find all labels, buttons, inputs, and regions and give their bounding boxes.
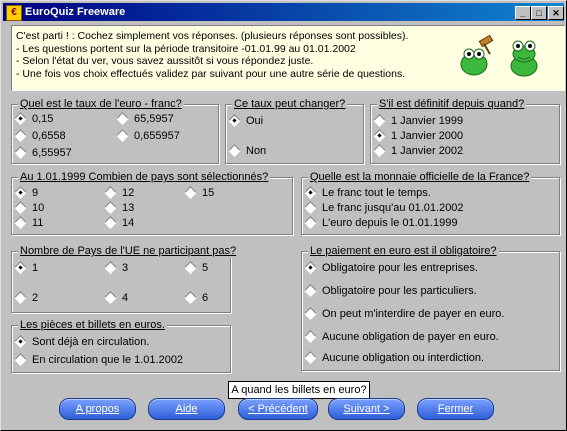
radio-option[interactable]: 3 (104, 262, 128, 275)
radio-option[interactable]: 65,5957 (116, 113, 174, 126)
question-payment-obligation-group (301, 245, 560, 371)
radio-icon[interactable] (116, 112, 129, 125)
radio-option[interactable]: 1 Janvier 2002 (373, 145, 463, 158)
radio-option[interactable]: Aucune obligation de payer en euro. (304, 331, 499, 344)
window-title: EuroQuiz Freeware (25, 6, 126, 18)
radio-option[interactable]: Sont déjà en circulation. (14, 336, 149, 349)
about-button[interactable]: A propos (59, 398, 136, 420)
radio-option[interactable]: 10 (14, 202, 44, 215)
radio-option[interactable]: 9 (14, 187, 38, 200)
radio-option[interactable]: En circulation que le 1.01.2002 (14, 354, 183, 367)
radio-option[interactable]: Oui (228, 115, 263, 128)
radio-option[interactable]: 12 (104, 187, 134, 200)
tooltip: A quand les billets en euro? (228, 381, 370, 399)
radio-selected-icon[interactable] (304, 186, 317, 199)
radio-option[interactable]: On peut m'interdire de payer en euro. (304, 308, 504, 321)
instruction-line: - Une fois vos choix effectués validez par suivant pour une autre série de questions. (16, 67, 406, 80)
radio-option[interactable]: 0,15 (14, 113, 53, 126)
radio-icon[interactable] (304, 351, 317, 364)
radio-icon[interactable] (304, 307, 317, 320)
radio-selected-icon[interactable] (14, 335, 27, 348)
radio-icon[interactable] (304, 216, 317, 229)
radio-option[interactable]: 1 Janvier 1999 (373, 115, 463, 128)
radio-option[interactable]: 0,655957 (116, 130, 180, 143)
instruction-line: - Selon l'état du ver, vous savez aussitôt si vous répondez juste. (16, 55, 314, 67)
app-icon: € (6, 5, 22, 21)
question-euro-rate-group (11, 98, 219, 164)
radio-option[interactable]: Non (228, 145, 266, 158)
radio-icon[interactable] (104, 291, 117, 304)
title-bar[interactable] (3, 3, 564, 21)
radio-option[interactable]: 14 (104, 217, 134, 230)
radio-option[interactable]: Le franc jusqu'au 01.01.2002 (304, 202, 464, 215)
question-title: Les pièces et billets en euros. (20, 319, 165, 331)
radio-icon[interactable] (184, 186, 197, 199)
radio-option[interactable]: 4 (104, 292, 128, 305)
radio-option[interactable]: 15 (184, 187, 214, 200)
radio-option[interactable]: Aucune obligation ou interdiction. (304, 352, 484, 365)
radio-icon[interactable] (373, 114, 386, 127)
instruction-line: C'est parti ! : Cochez simplement vos réponses. (plusieurs réponses sont possibles). (16, 30, 409, 42)
radio-icon[interactable] (304, 330, 317, 343)
question-title: Quelle est la monnaie officielle de la France? (310, 171, 530, 183)
question-title: Quel est le taux de l'euro - franc? (20, 98, 182, 110)
radio-icon[interactable] (228, 144, 241, 157)
frog-mascot-icon (502, 34, 546, 78)
radio-icon[interactable] (14, 353, 27, 366)
radio-selected-icon[interactable] (304, 261, 317, 274)
frog-judge-icon (454, 34, 498, 78)
question-title: Au 1.01.1999 Combien de pays sont sélectionnés? (20, 171, 269, 183)
radio-icon[interactable] (304, 284, 317, 297)
radio-selected-icon[interactable] (14, 112, 27, 125)
radio-selected-icon[interactable] (14, 186, 27, 199)
next-button[interactable]: Suivant > (328, 398, 405, 420)
radio-selected-icon[interactable] (14, 261, 27, 274)
close-button[interactable]: ✕ (548, 6, 564, 20)
radio-icon[interactable] (184, 261, 197, 274)
minimize-button[interactable]: _ (515, 6, 531, 20)
radio-icon[interactable] (184, 291, 197, 304)
radio-option[interactable]: 5 (184, 262, 208, 275)
radio-icon[interactable] (104, 186, 117, 199)
radio-icon[interactable] (14, 216, 27, 229)
radio-option[interactable]: Obligatoire pour les particuliers. (304, 285, 477, 298)
radio-icon[interactable] (104, 216, 117, 229)
radio-icon[interactable] (14, 201, 27, 214)
radio-option[interactable]: 0,6558 (14, 130, 66, 143)
radio-option[interactable]: 1 (14, 262, 38, 275)
radio-icon[interactable] (14, 291, 27, 304)
radio-option[interactable]: 2 (14, 292, 38, 305)
instructions-panel (11, 25, 565, 91)
radio-icon[interactable] (304, 201, 317, 214)
radio-option[interactable]: Obligatoire pour les entreprises. (304, 262, 478, 275)
question-since-when-group (370, 98, 560, 164)
radio-icon[interactable] (116, 129, 129, 142)
instruction-line: - Les questions portent sur la période transitoire -01.01.99 au 01.01.2002 (16, 42, 356, 55)
question-official-currency-group (301, 171, 560, 235)
maximize-button[interactable]: □ (531, 6, 547, 20)
question-title: Ce taux peut changer? (234, 98, 346, 110)
radio-option[interactable]: 11 (14, 217, 43, 230)
radio-option[interactable]: Le franc tout le temps. (304, 187, 431, 200)
question-coins-notes-group (11, 319, 231, 373)
radio-selected-icon[interactable] (228, 114, 241, 127)
radio-icon[interactable] (14, 146, 27, 159)
question-title: Le paiement en euro est il obligatoire? (310, 245, 497, 257)
question-rate-change-group (225, 98, 364, 164)
radio-icon[interactable] (104, 201, 117, 214)
radio-option[interactable]: 1 Janvier 2000 (373, 130, 463, 143)
question-countries-selected-group (11, 171, 293, 235)
question-non-participating-group (11, 245, 237, 313)
question-title: S'il est définitif depuis quand? (379, 98, 525, 110)
question-title: Nombre de Pays de l'UE ne participant pas? (20, 245, 237, 257)
radio-selected-icon[interactable] (373, 129, 386, 142)
help-button[interactable]: Aide (148, 398, 225, 420)
radio-icon[interactable] (373, 144, 386, 157)
radio-option[interactable]: L'euro depuis le 01.01.1999 (304, 217, 457, 230)
radio-option[interactable]: 13 (104, 202, 134, 215)
radio-option[interactable]: 6,55957 (14, 147, 72, 160)
previous-button[interactable]: < Précédent (238, 398, 318, 420)
close-quiz-button[interactable]: Fermer (417, 398, 494, 420)
radio-icon[interactable] (104, 261, 117, 274)
radio-icon[interactable] (14, 129, 27, 142)
radio-option[interactable]: 6 (184, 292, 208, 305)
